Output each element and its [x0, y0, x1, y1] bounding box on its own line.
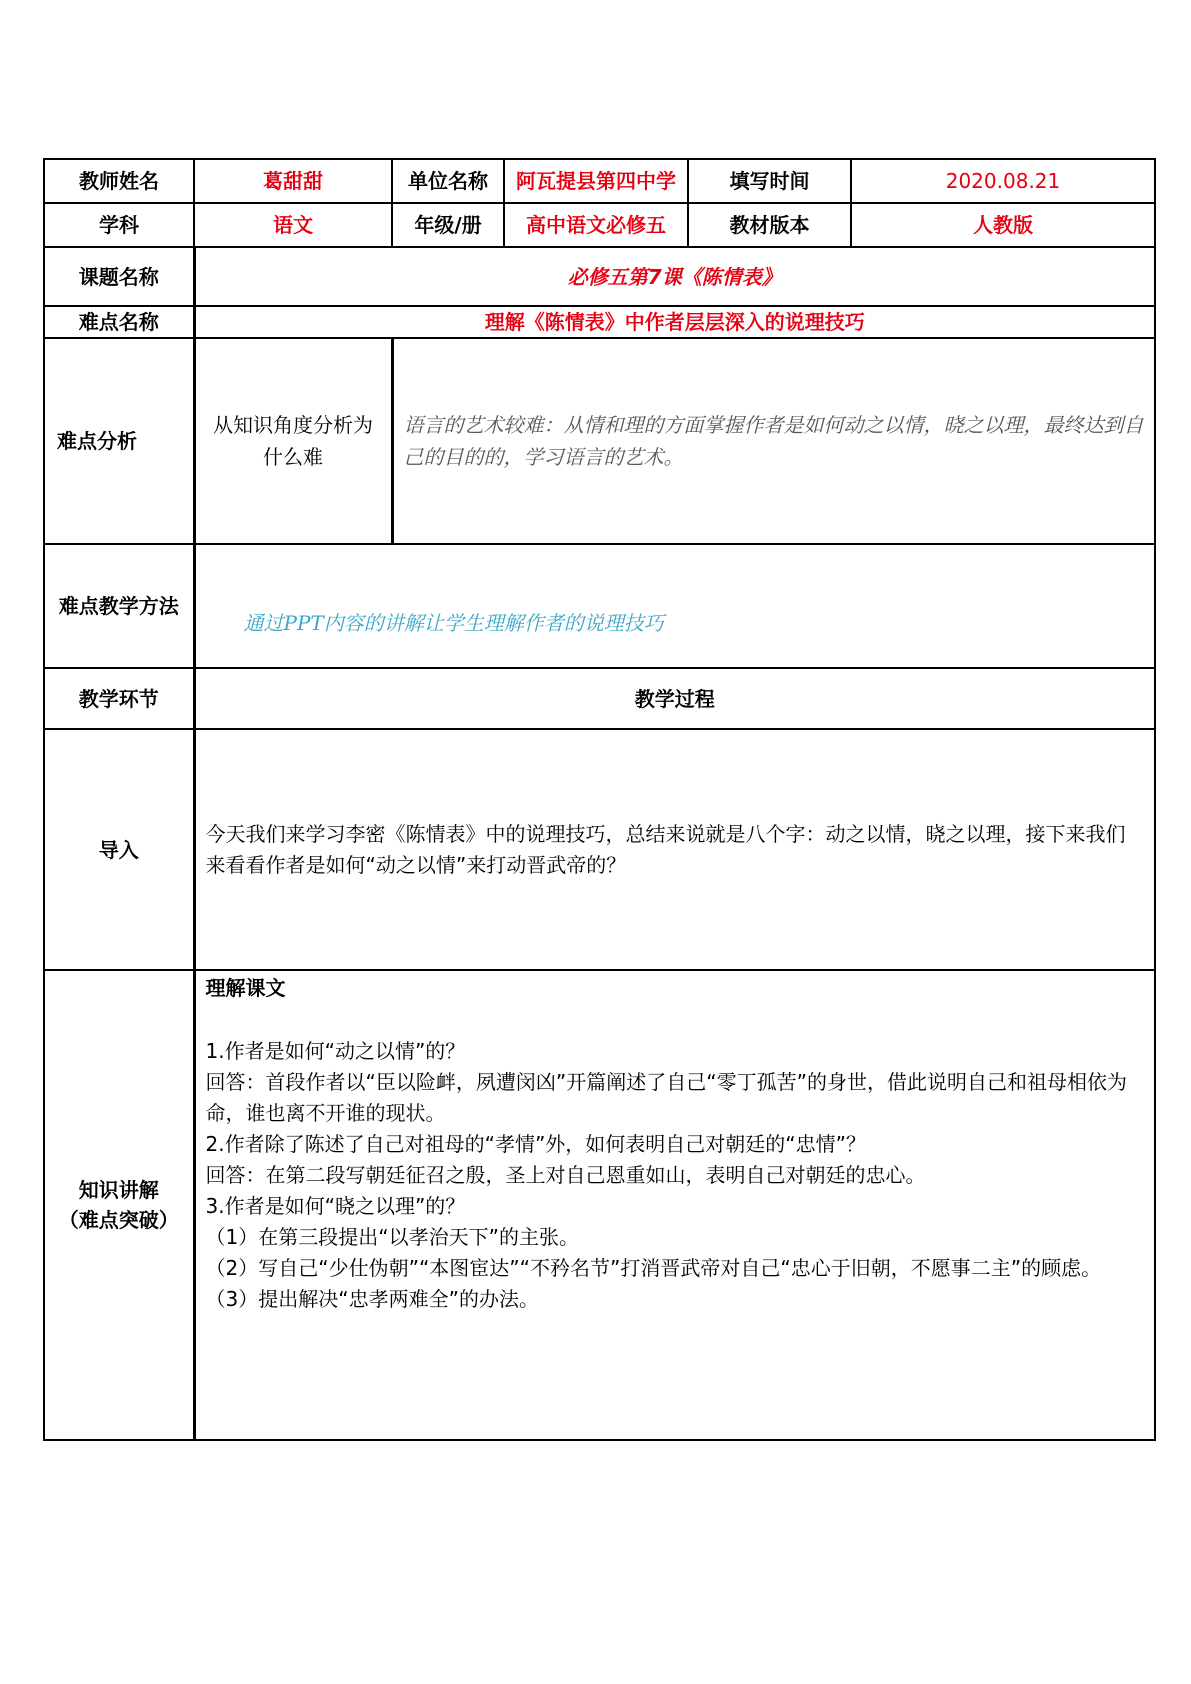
method-row: [44, 544, 1155, 668]
unit-value: 阿瓦提县第四中学: [504, 159, 688, 203]
edition-value: 人教版: [851, 203, 1155, 247]
header-row-1: [44, 159, 1155, 203]
knowledge-line-1: 1.作者是如何“动之以情”的？: [205, 1039, 466, 1063]
knowledge-line-8: （3）提出解决“忠孝两难全”的办法。: [205, 1287, 539, 1311]
knowledge-label-line1: 知识讲解: [78, 1178, 159, 1202]
knowledge-line-5: 3.作者是如何“晓之以理”的？: [205, 1194, 466, 1218]
grade-value: 高中语文必修五: [504, 203, 688, 247]
analysis-sub-label: 从知识角度分析为什么难: [194, 338, 392, 544]
knowledge-line-3: 2.作者除了陈述了自己对祖母的“孝情”外，如何表明自己对朝廷的“忠情”？: [205, 1132, 867, 1156]
knowledge-content: [194, 970, 1155, 1440]
lesson-plan-table: [43, 158, 1156, 1441]
knowledge-row: [44, 970, 1155, 1440]
method-text: 通过PPT内容的讲解让学生理解作者的说理技巧: [194, 544, 1155, 668]
unit-label: 单位名称: [392, 159, 504, 203]
teacher-value: 葛甜甜: [194, 159, 392, 203]
topic-label: 课题名称: [44, 247, 194, 306]
process-header-row: [44, 668, 1155, 729]
grade-label: 年级/册: [392, 203, 504, 247]
knowledge-label: [44, 970, 194, 1440]
difficulty-value: 理解《陈情表》中作者层层深入的说理技巧: [194, 306, 1155, 338]
process-label: 教学过程: [194, 668, 1155, 729]
analysis-label: 难点分析: [44, 338, 194, 544]
intro-text: 今天我们来学习李密《陈情表》中的说理技巧，总结来说就是八个字：动之以情，晓之以理，接下来我们来看看作者是如何“动之以情”来打动晋武帝的？: [194, 729, 1155, 970]
knowledge-line-7: （2）写自己“少仕伪朝”“本图宦达”“不矜名节”打消晋武帝对自己“忠心于旧朝，不愿事二主”的顾虑。: [205, 1256, 1102, 1280]
analysis-row: [44, 338, 1155, 544]
stage-label: 教学环节: [44, 668, 194, 729]
date-label: 填写时间: [688, 159, 851, 203]
knowledge-heading: 理解课文: [205, 976, 286, 1000]
topic-row: [44, 247, 1155, 306]
knowledge-line-4: 回答：在第二段写朝廷征召之殷，圣上对自己恩重如山，表明自己对朝廷的忠心。: [205, 1163, 926, 1187]
date-value: 2020.08.21: [851, 159, 1155, 203]
subject-label: 学科: [44, 203, 194, 247]
teacher-label: 教师姓名: [44, 159, 194, 203]
difficulty-row: [44, 306, 1155, 338]
knowledge-spacer: [206, 1004, 1133, 1036]
analysis-text: 语言的艺术较难：从情和理的方面掌握作者是如何动之以情，晓之以理，最终达到自己的目的的，学习语言的艺术。: [392, 338, 1155, 544]
knowledge-label-line2: （难点突破）: [58, 1208, 179, 1232]
knowledge-line-6: （1）在第三段提出“以孝治天下”的主张。: [205, 1225, 579, 1249]
intro-row: [44, 729, 1155, 970]
knowledge-line-2: 回答：首段作者以“臣以险衅，夙遭闵凶”开篇阐述了自己“零丁孤苦”的身世，借此说明自己和祖母相依为命，谁也离不开谁的现状。: [205, 1070, 1127, 1125]
difficulty-label: 难点名称: [44, 306, 194, 338]
subject-value: 语文: [194, 203, 392, 247]
header-row-2: [44, 203, 1155, 247]
intro-label: 导入: [44, 729, 194, 970]
method-label: 难点教学方法: [44, 544, 194, 668]
edition-label: 教材版本: [688, 203, 851, 247]
topic-value: 必修五第7课《陈情表》: [194, 247, 1155, 306]
